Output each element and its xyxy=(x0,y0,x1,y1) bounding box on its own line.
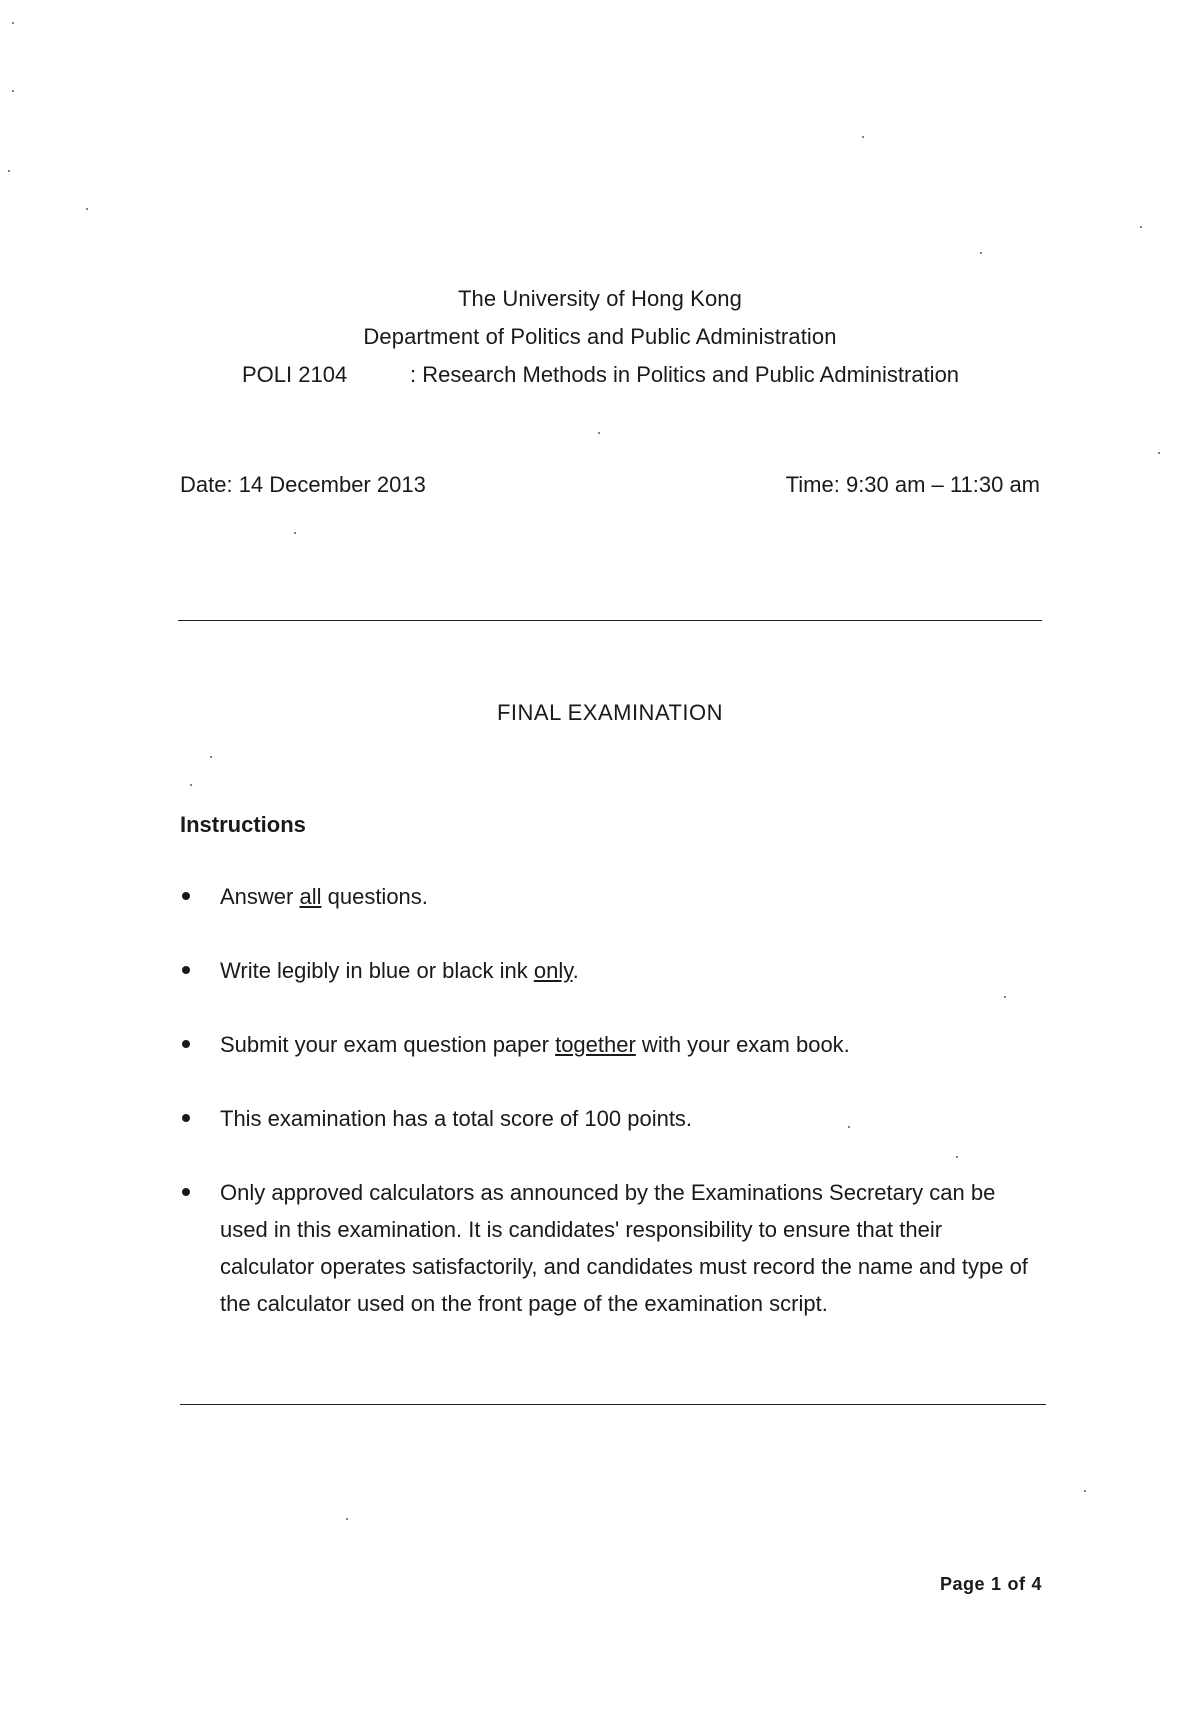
instruction-item: Submit your exam question paper together with your exam book. xyxy=(180,1026,1040,1063)
page-number: Page 1 of 4 xyxy=(939,1574,1042,1594)
exam-date: Date: 14 December 2013 xyxy=(180,472,426,497)
exam-title: FINAL EXAMINATION xyxy=(496,700,724,725)
scan-speck xyxy=(1084,1490,1086,1492)
bottom-divider xyxy=(180,1404,1046,1405)
scan-speck xyxy=(12,90,14,92)
instruction-item: Answer all questions. xyxy=(180,878,1040,915)
bullet-icon xyxy=(182,1040,190,1048)
emphasis-text: only xyxy=(533,958,573,983)
scan-speck xyxy=(1158,452,1160,454)
university-name: The University of Hong Kong xyxy=(458,286,742,311)
course-code: POLI 2104 xyxy=(242,362,348,387)
bullet-icon xyxy=(182,966,190,974)
instruction-item: Only approved calculators as announced by the Examinations Secretary can be used in this examination. It is candidates' responsibility to ensure that their calculator operates satisfactorily, and candidates must record the name and type of the calculator used on the front page of the examination script. xyxy=(180,1174,1040,1322)
scan-speck xyxy=(12,22,14,24)
department-name: Department of Politics and Public Administration xyxy=(363,324,837,349)
scan-speck xyxy=(86,208,88,210)
scan-speck xyxy=(210,756,212,758)
top-divider xyxy=(178,620,1042,621)
bullet-icon xyxy=(182,1114,190,1122)
scan-speck xyxy=(862,136,864,138)
scan-speck xyxy=(346,1518,348,1520)
scan-speck xyxy=(980,252,982,254)
instruction-item: This examination has a total score of 100 points. xyxy=(180,1100,1040,1137)
scan-speck xyxy=(1004,996,1006,998)
scan-speck xyxy=(294,532,296,534)
bullet-icon xyxy=(182,1188,190,1196)
scan-speck xyxy=(8,170,10,172)
instructions-heading: Instructions xyxy=(180,812,306,837)
scan-speck xyxy=(190,784,192,786)
exam-time: Time: 9:30 am – 11:30 am xyxy=(785,472,1040,497)
instruction-item: Write legibly in blue or black ink only. xyxy=(180,952,1040,989)
course-title: : Research Methods in Politics and Public Administration xyxy=(410,362,960,387)
scan-speck xyxy=(598,432,600,434)
scan-speck xyxy=(1140,226,1142,228)
scan-speck xyxy=(956,1156,958,1158)
emphasis-text: together xyxy=(555,1032,636,1057)
instructions-list xyxy=(180,878,1040,1359)
bullet-icon xyxy=(182,892,190,900)
emphasis-text: all xyxy=(299,884,322,909)
scan-speck xyxy=(848,1126,850,1128)
